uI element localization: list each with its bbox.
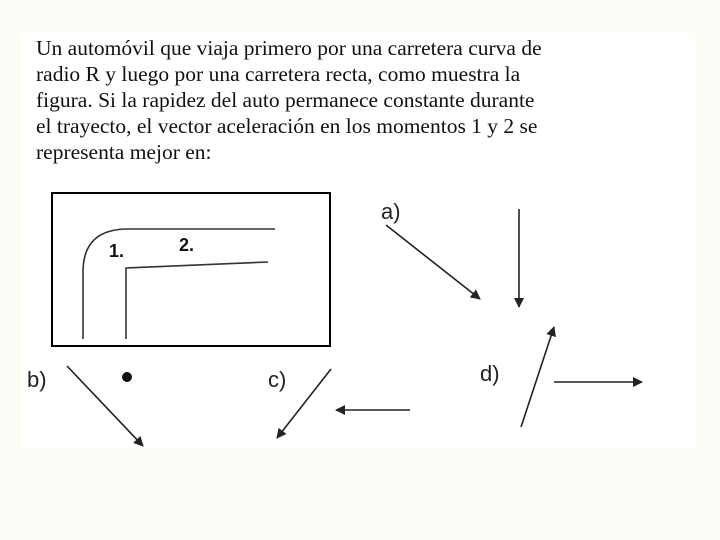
option-d-vector-1 xyxy=(521,327,554,427)
option-d-vectors xyxy=(521,327,642,427)
option-b-vectors xyxy=(67,366,143,446)
option-a-label: a) xyxy=(381,199,401,224)
option-c-label: c) xyxy=(268,367,287,392)
option-b-dot xyxy=(122,372,132,382)
point-1-label: 1. xyxy=(109,241,125,261)
option-d-label: d) xyxy=(480,361,500,386)
option-c-vectors xyxy=(277,369,410,438)
option-a-vectors xyxy=(386,209,519,307)
option-b-label: b) xyxy=(27,367,47,392)
answer-vectors xyxy=(22,33,695,448)
slide-image xyxy=(22,33,695,448)
point-2-label: 2. xyxy=(179,235,195,255)
option-c-vector-1 xyxy=(277,369,331,438)
question-text: Un automóvil que viaja primero por una carretera curva de radio R y luego por una carretera recta, como muestra la figura. Si la rapidez del auto permanece constante durante el trayecto, el vector aceleración en los momentos 1 y 2 se representa mejor en: xyxy=(36,36,542,164)
option-a-vector-1 xyxy=(386,225,480,299)
